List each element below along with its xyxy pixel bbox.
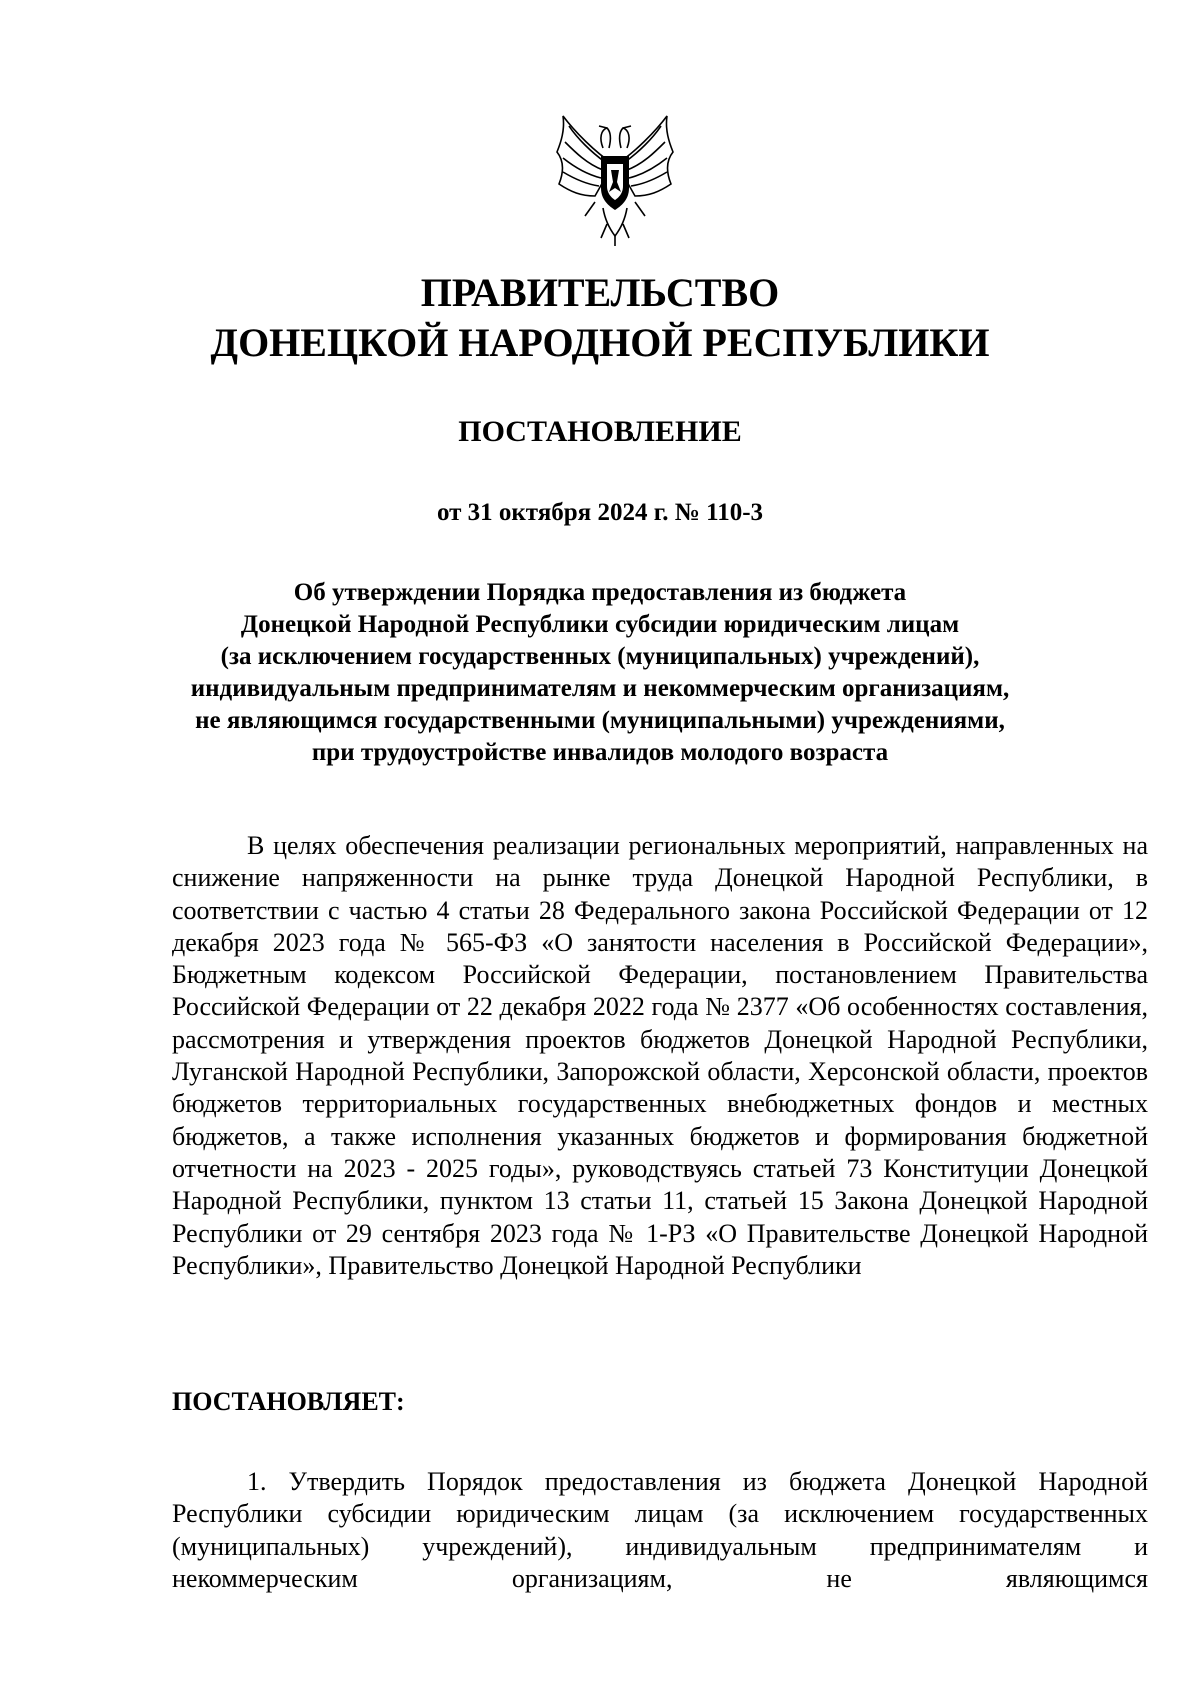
document-type: ПОСТАНОВЛЕНИЕ: [458, 415, 742, 448]
subject-line: Донецкой Народной Республики субсидии юридическим лицам: [240, 611, 960, 638]
subject-line: при трудоустройстве инвалидов молодого возраста: [311, 739, 889, 766]
subject-line: индивидуальным предпринимателям и некоммерческим организациям,: [190, 675, 1010, 702]
document-date-number: от 31 октября 2024 г. № 110-3: [436, 499, 764, 526]
decree-heading: ПОСТАНОВЛЯЕТ:: [172, 1387, 405, 1416]
government-title: [0, 268, 1200, 368]
subject-line: (за исключением государственных (муниципальных) учреждений),: [220, 643, 980, 670]
subject-line: не являющимся государственными (муниципальными) учреждениями,: [195, 707, 1005, 734]
government-title-line-1: ПРАВИТЕЛЬСТВО: [420, 270, 780, 315]
subject-line: Об утверждении Порядка предоставления из бюджета: [293, 579, 907, 606]
government-title-line-2: ДОНЕЦКОЙ НАРОДНОЙ РЕСПУБЛИКИ: [210, 320, 990, 365]
document-subject: [0, 577, 1200, 769]
eagle-coat-of-arms-icon: [555, 112, 675, 247]
decree-item-1: 1. Утвердить Порядок предоставления из бюджета Донецкой Народной Республики субсидии юридическим лицам (за исключением государственных (муниципальных) учреждений), индивидуальным предпринимателям и некоммерческим организациям, не являющимся: [172, 1467, 1148, 1593]
preamble-paragraph: В целях обеспечения реализации региональных мероприятий, направленных на снижение напряженности на рынке труда Донецкой Народной Республики, в соответствии с частью 4 статьи 28 Федерального закона Российской Федерации от 12 декабря 2023 года № 565-ФЗ «О занятости населения в Российской Федерации», Бюджетным кодексом Российской Федерации, постановлением Правительства Российской Федерации от 22 декабря 2022 года № 2377 «Об особенностях составления, рассмотрения и утверждения проектов бюджетов Донецкой Народной Республики, Луганской Народной Республики, Запорожской области, Херсонской области, проектов бюджетов территориальных государственных внебюджетных фондов и местных бюджетов, а также исполнения указанных бюджетов и формирования бюджетной отчетности на 2023 - 2025 годы», руководствуясь статьей 73 Конституции Донецкой Народной Республики, пунктом 13 статьи 11, статьей 15 Закона Донецкой Народной Республики от 29 сентября 2023 года № 1-РЗ «О Правительстве Донецкой Народной Республики», Правительство Донецкой Народной Республики: [172, 831, 1148, 1280]
